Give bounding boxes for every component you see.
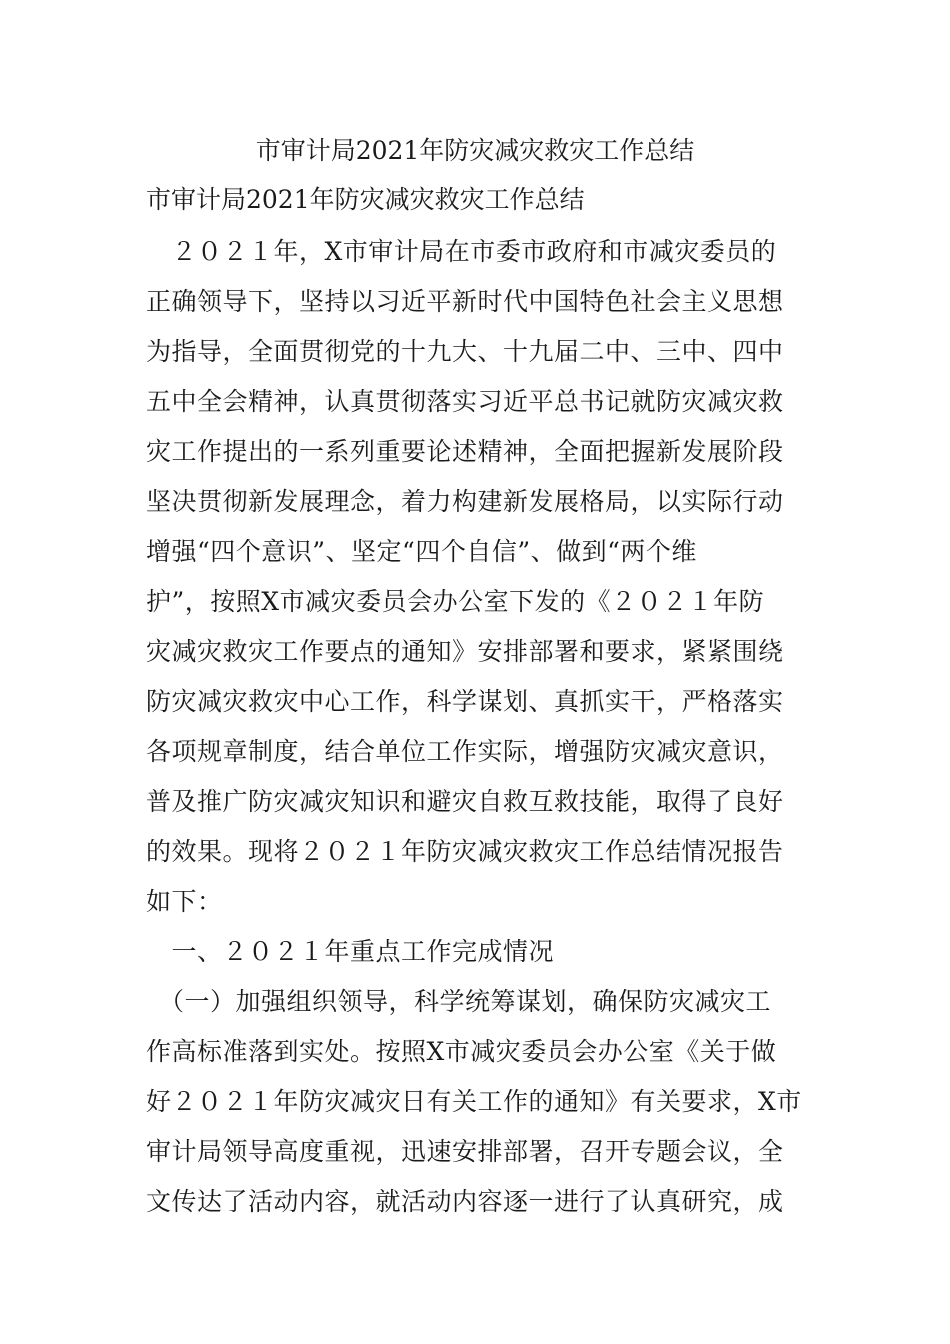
body-line: 灾工作提出的一系列重要论述精神，全面把握新发展阶段 (146, 437, 784, 466)
body-line: 审计局领导高度重视，迅速安排部署，召开专题会议，全 (146, 1137, 784, 1166)
body-line: 护”，按照X市减灾委员会办公室下发的《２０２１年防 (146, 587, 765, 616)
document-subtitle: 市审计局2021年防灾减灾救灾工作总结 (146, 185, 585, 214)
body-line: 普及推广防灾减灾知识和避灾自救互救技能，取得了良好 (146, 787, 784, 816)
body-line: 增强“四个意识”、坚定“四个自信”、做到“两个维 (146, 537, 697, 566)
body-line: 防灾减灾救灾中心工作，科学谋划、真抓实干，严格落实 (146, 687, 784, 716)
body-line: 文传达了活动内容，就活动内容逐一进行了认真研究，成 (146, 1187, 784, 1216)
body-line: 坚决贯彻新发展理念，着力构建新发展格局，以实际行动 (146, 487, 784, 516)
body-line: （一）加强组织领导，科学统筹谋划，确保防灾减灾工 (146, 987, 772, 1016)
body-line: 如下： (146, 887, 223, 916)
body-line: 好２０２１年防灾减灾日有关工作的通知》有关要求，X市 (146, 1087, 802, 1116)
body-line: 各项规章制度，结合单位工作实际，增强防灾减灾意识， (146, 737, 784, 766)
document-title: 市审计局2021年防灾减灾救灾工作总结 (255, 136, 695, 165)
body-line: ２０２１年，X市审计局在市委市政府和市减灾委员的 (146, 237, 777, 266)
body-line: 为指导，全面贯彻党的十九大、十九届二中、三中、四中 (146, 337, 784, 366)
body-line: 五中全会精神，认真贯彻落实习近平总书记就防灾减灾救 (146, 387, 784, 416)
body-line: 正确领导下，坚持以习近平新时代中国特色社会主义思想 (146, 287, 784, 316)
body-line: 灾减灾救灾工作要点的通知》安排部署和要求，紧紧围绕 (146, 637, 784, 666)
body-line: 的效果。现将２０２１年防灾减灾救灾工作总结情况报告 (146, 837, 784, 866)
body-line: 作高标准落到实处。按照X市减灾委员会办公室《关于做 (146, 1037, 777, 1066)
section-heading: 一、２０２１年重点工作完成情况 (146, 937, 555, 966)
